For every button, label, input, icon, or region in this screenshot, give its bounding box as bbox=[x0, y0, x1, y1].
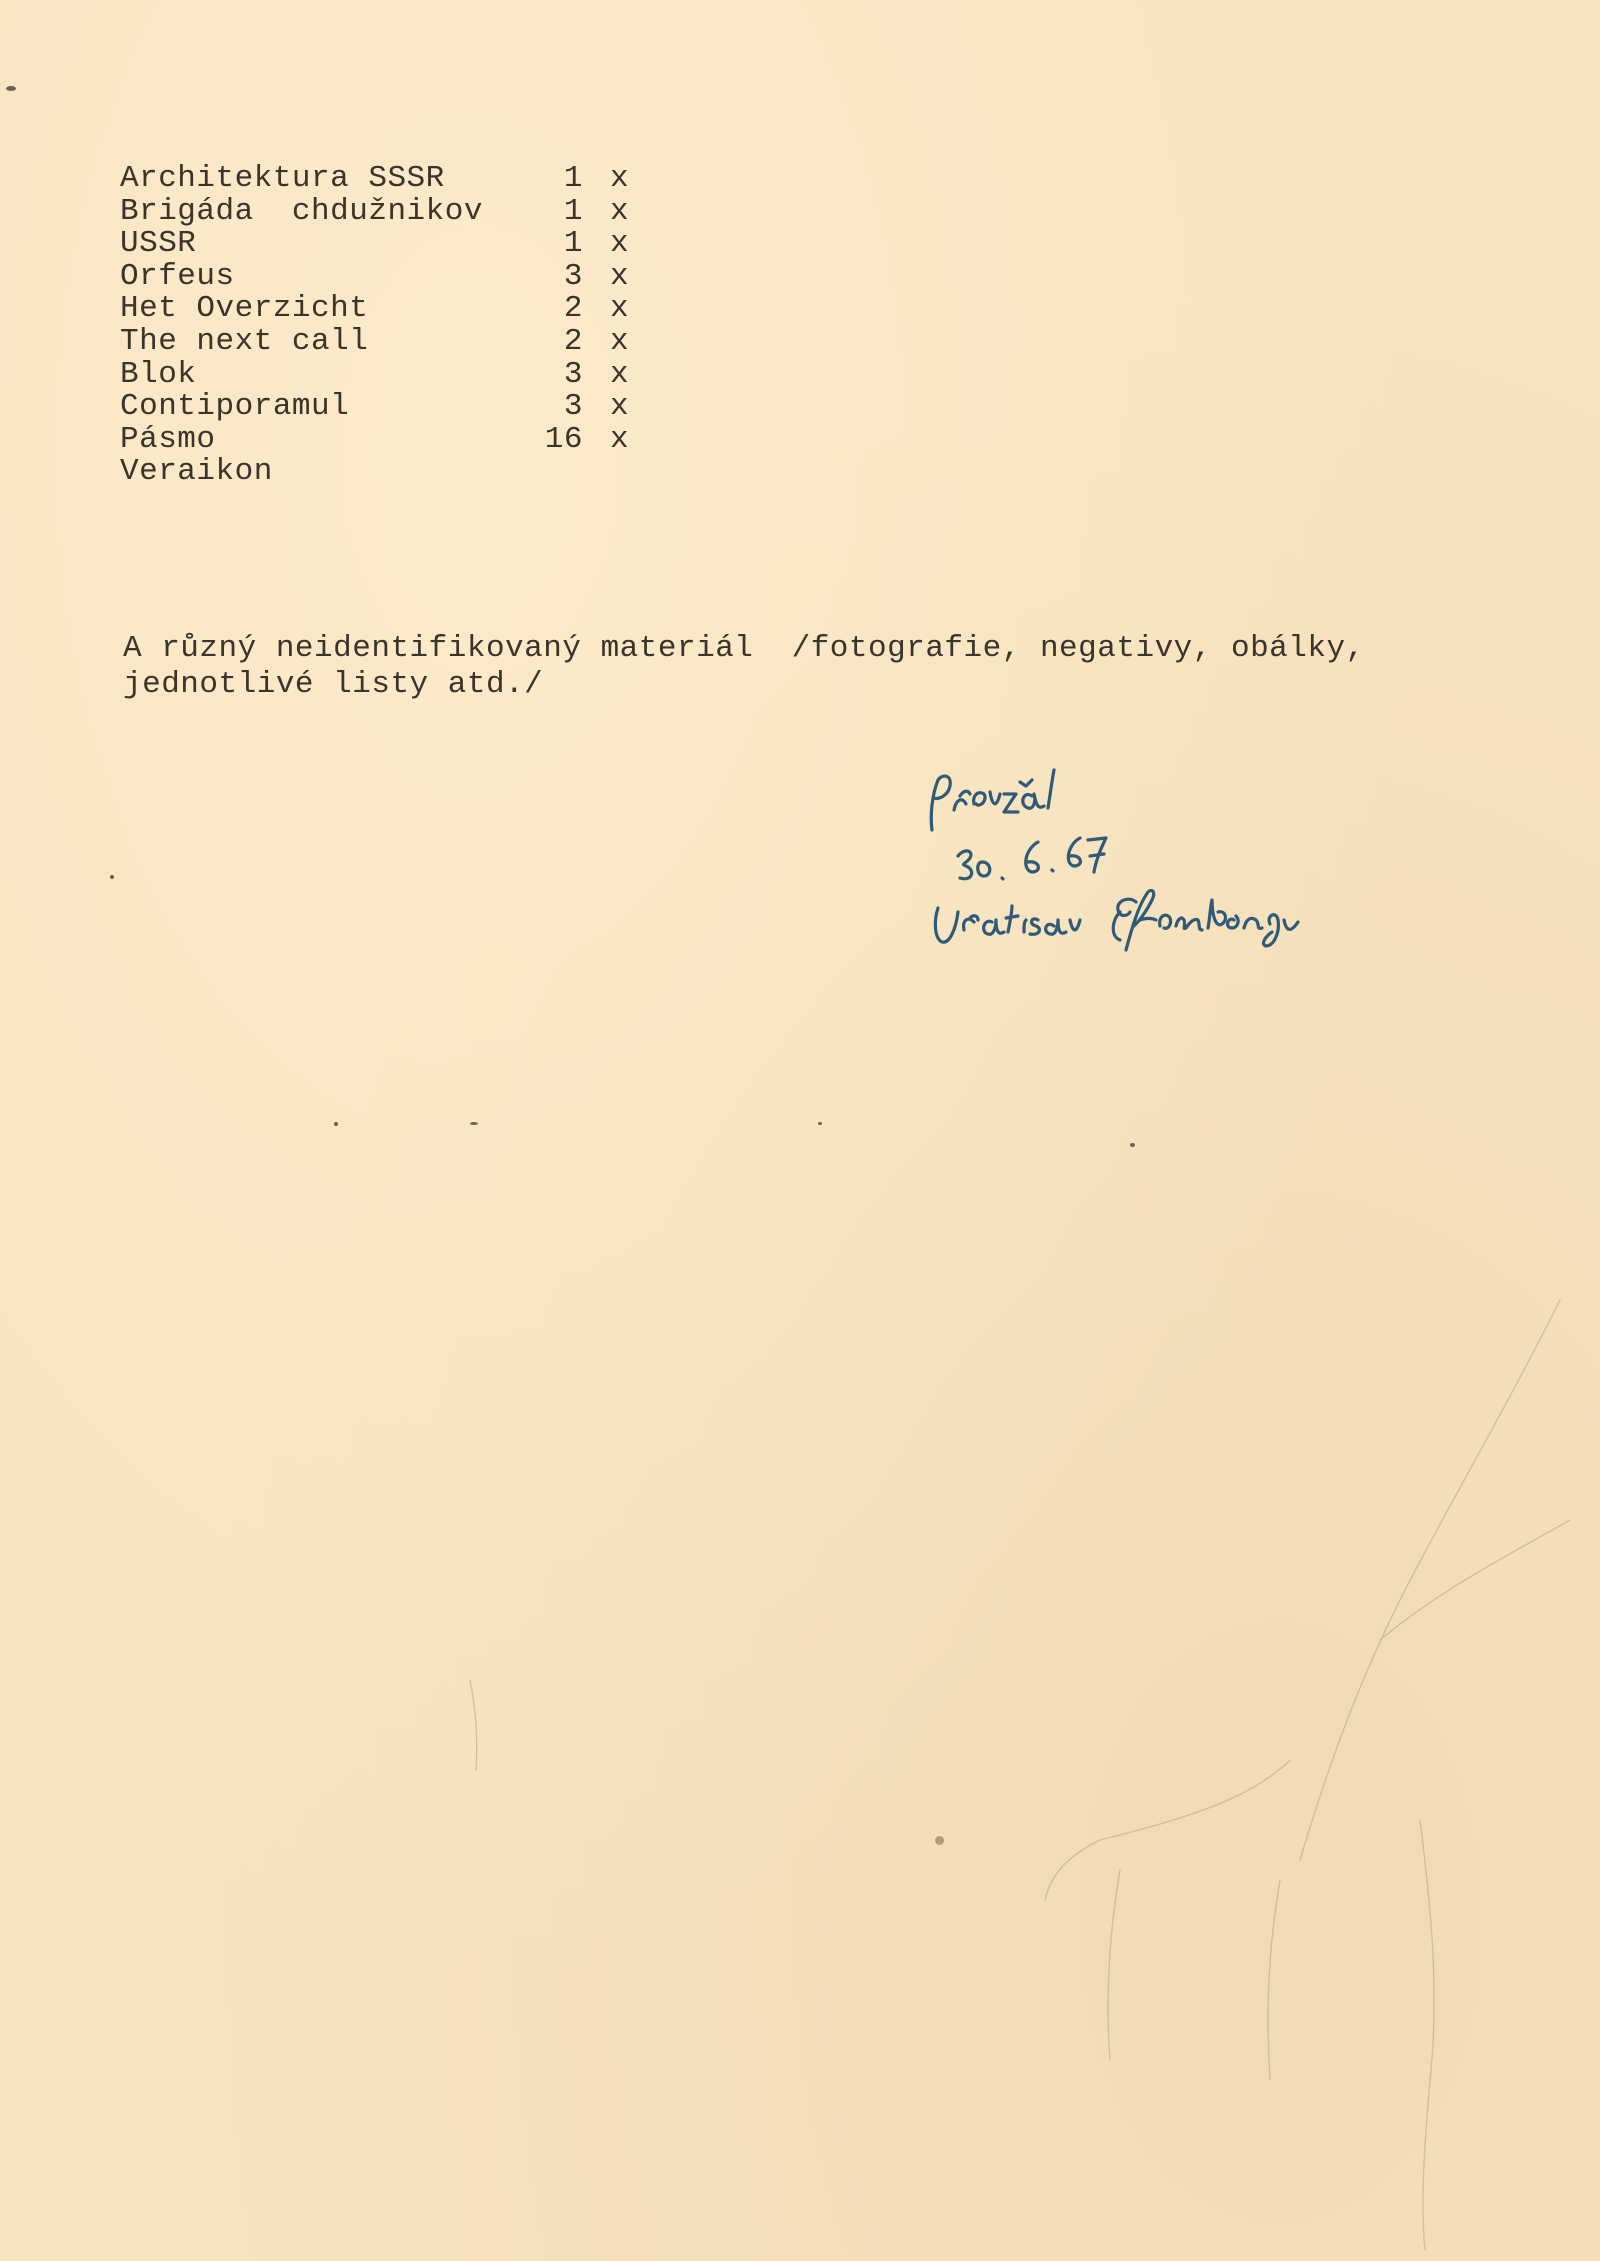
inventory-row bbox=[120, 356, 640, 392]
inventory-row bbox=[120, 228, 640, 261]
inventory-row bbox=[120, 391, 640, 424]
inventory-count: 3 bbox=[563, 356, 583, 392]
inventory-title: Pásmo bbox=[120, 421, 216, 457]
inventory-title: Het Overzicht bbox=[120, 291, 369, 327]
inventory-row bbox=[120, 421, 640, 457]
inventory-count: 16 bbox=[544, 421, 583, 457]
inventory-count: 1 bbox=[563, 226, 583, 262]
inventory-multiplier: x bbox=[610, 323, 630, 359]
handwritten-signature bbox=[920, 760, 1440, 1000]
inventory-multiplier: x bbox=[610, 356, 630, 392]
inventory-multiplier: x bbox=[610, 421, 630, 457]
inventory-multiplier: x bbox=[610, 193, 630, 229]
inventory-title: Veraikon bbox=[120, 454, 273, 490]
inventory-row bbox=[120, 193, 640, 229]
inventory-count: 2 bbox=[563, 291, 583, 327]
inventory-row bbox=[120, 456, 640, 489]
inventory-row bbox=[120, 258, 640, 294]
inventory-multiplier: x bbox=[610, 291, 630, 327]
inventory-title: Orfeus bbox=[120, 258, 235, 294]
inventory-row bbox=[120, 163, 640, 196]
inventory-row bbox=[120, 323, 640, 359]
inventory-count: 2 bbox=[563, 323, 583, 359]
inventory-count: 1 bbox=[563, 161, 583, 196]
inventory-title: The next call bbox=[120, 323, 369, 359]
inventory-multiplier: x bbox=[610, 161, 630, 196]
note-line: jednotlivé listy atd./ bbox=[123, 667, 544, 702]
inventory-title: Architektura SSSR bbox=[120, 161, 445, 196]
inventory-count: 1 bbox=[563, 193, 583, 229]
inventory-title: Blok bbox=[120, 356, 197, 392]
inventory-title: Brigáda chdužnikov bbox=[120, 193, 483, 229]
inventory-list bbox=[120, 163, 640, 489]
note-line: A různý neidentifikovaný materiál /fotografie, negativy, obálky, bbox=[123, 631, 1365, 666]
inventory-count: 3 bbox=[563, 258, 583, 294]
inventory-title: USSR bbox=[120, 226, 197, 262]
inventory-row bbox=[120, 293, 640, 326]
inventory-multiplier: x bbox=[610, 226, 630, 262]
miscellaneous-material-note bbox=[123, 631, 1503, 703]
inventory-multiplier: x bbox=[610, 389, 630, 425]
inventory-multiplier: x bbox=[610, 258, 630, 294]
inventory-count: 3 bbox=[563, 389, 583, 425]
inventory-title: Contiporamul bbox=[120, 389, 350, 425]
